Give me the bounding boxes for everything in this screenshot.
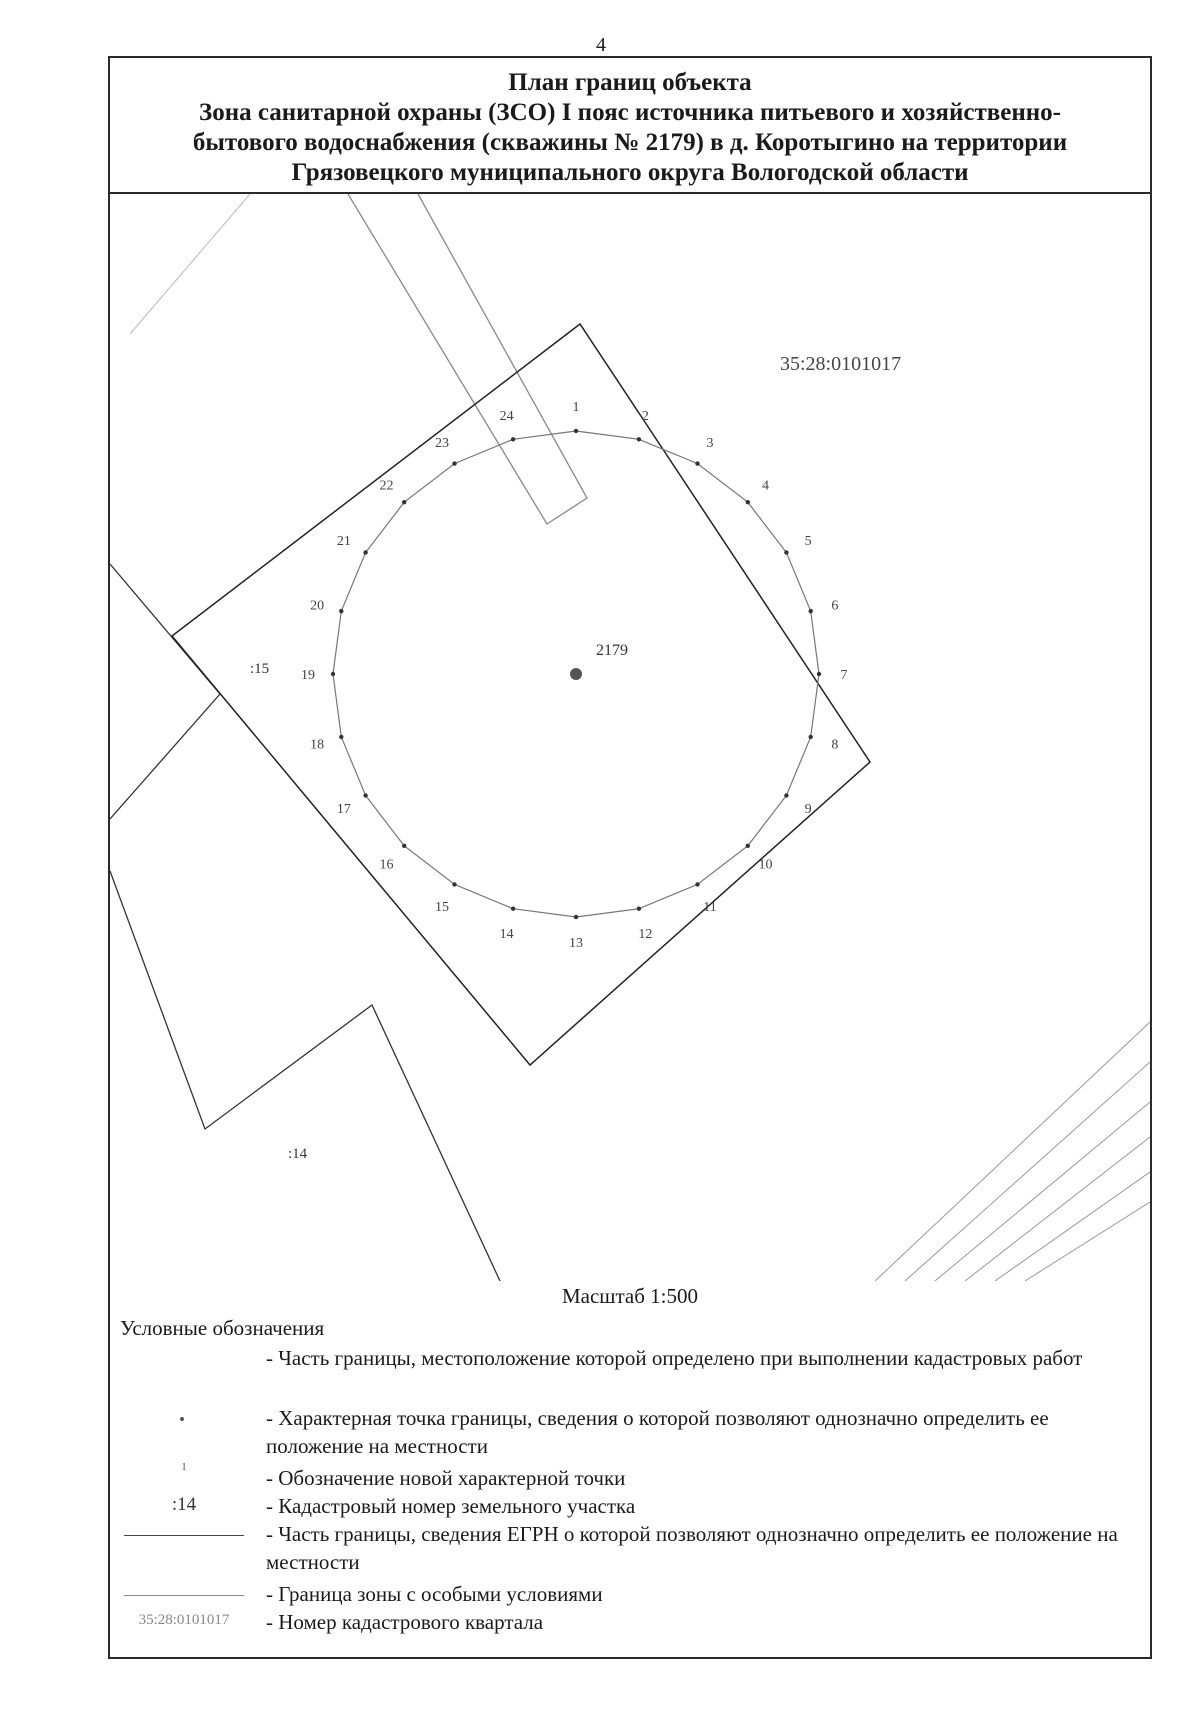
boundary-point-2 <box>637 437 641 441</box>
boundary-point-20 <box>339 609 343 613</box>
boundary-point-label-19: 19 <box>301 668 315 683</box>
boundary-point-12 <box>637 907 641 911</box>
boundary-point-label-16: 16 <box>379 857 394 873</box>
boundary-point-21 <box>363 550 367 554</box>
boundary-point-label-17: 17 <box>336 802 351 817</box>
boundary-point-19 <box>331 672 335 676</box>
boundary-point-16 <box>402 844 406 848</box>
boundary-point-label-14: 14 <box>499 926 514 942</box>
boundary-point-label-20: 20 <box>310 598 325 614</box>
page-number: 4 <box>596 34 606 56</box>
quarter-number-symbol: 35:28:0101017 <box>138 1612 230 1628</box>
parcel-number-symbol: :14 <box>171 1494 197 1515</box>
boundary-point-6 <box>809 609 813 613</box>
well-label: 2179 <box>596 642 628 659</box>
plan-title: План границ объекта <box>508 69 752 96</box>
boundary-point-label-3: 3 <box>706 435 714 451</box>
boundary-point-1 <box>574 429 578 433</box>
boundary-point-label-15: 15 <box>435 900 449 916</box>
parcel-label-15: :15 <box>250 661 270 677</box>
boundary-point-7 <box>817 672 821 676</box>
new-point-symbol: 1 <box>181 1461 187 1473</box>
legend-text: - Часть границы, сведения ЕГРН о которой позволяют однозначно определить ее положение на местности <box>266 1522 1118 1574</box>
zso-zone-boundary <box>172 324 870 1065</box>
legend-text: - Обозначение новой характерной точки <box>266 1466 626 1490</box>
parcel-boundary-faint <box>130 194 250 334</box>
special-zone-boundary-symbol <box>124 1595 244 1596</box>
boundary-point-10 <box>746 844 750 848</box>
hatching-bottom-right <box>875 1022 1150 1281</box>
boundary-point-label-12: 12 <box>638 926 653 942</box>
boundary-point-label-22: 22 <box>379 478 394 494</box>
boundary-point-label-23: 23 <box>435 435 449 451</box>
plan-subtitle-line-2: бытового водоснабжения (скважины № 2179) в д. Коротыгино на территории <box>192 129 1068 156</box>
legend-text: - Характерная точка границы, сведения о которой позволяют однозначно определить ее положение на местности <box>266 1406 1049 1458</box>
map-area <box>110 194 1150 1281</box>
scale-label: Масштаб 1:500 <box>561 1284 698 1308</box>
boundary-point-label-1: 1 <box>572 400 580 415</box>
boundary-point-17 <box>363 793 367 797</box>
plan-frame <box>108 56 1152 1659</box>
boundary-point-18 <box>339 735 343 739</box>
boundary-point-label-13: 13 <box>569 936 583 951</box>
boundary-point-4 <box>746 500 750 504</box>
parcel-boundary-15 <box>110 564 220 819</box>
boundary-point-label-2: 2 <box>641 409 649 425</box>
boundary-point-14 <box>511 907 515 911</box>
legend-title: Условные обозначения <box>120 1316 325 1340</box>
boundary-point-label-9: 9 <box>804 802 812 817</box>
boundary-point-label-8: 8 <box>831 737 839 753</box>
boundary-point-label-10: 10 <box>758 857 773 873</box>
boundary-point-23 <box>452 461 456 465</box>
map-drawing <box>110 194 1150 1281</box>
boundary-point-symbol <box>180 1417 184 1421</box>
legend-text: - Номер кадастрового квартала <box>266 1610 544 1634</box>
boundary-point-5 <box>784 550 788 554</box>
egrn-boundary-symbol <box>124 1535 244 1536</box>
boundary-point-label-24: 24 <box>499 409 514 425</box>
boundary-point-9 <box>784 793 788 797</box>
boundary-point-label-7: 7 <box>840 668 848 683</box>
boundary-point-3 <box>695 461 699 465</box>
legend-text: - Часть границы, местоположение которой определено при выполнении кадастровых работ <box>266 1346 1083 1370</box>
legend-text: - Кадастровый номер земельного участка <box>266 1494 636 1518</box>
boundary-point-label-21: 21 <box>336 534 351 549</box>
title-block <box>110 58 1150 194</box>
well-marker <box>570 668 582 680</box>
legend-text: - Граница зоны с особыми условиями <box>266 1582 603 1606</box>
boundary-point-11 <box>695 882 699 886</box>
cadastral-quarter-label: 35:28:0101017 <box>780 353 902 375</box>
boundary-point-label-6: 6 <box>831 598 839 614</box>
boundary-point-label-5: 5 <box>804 534 812 549</box>
boundary-point-8 <box>809 735 813 739</box>
boundary-point-24 <box>511 437 515 441</box>
plan-subtitle-line-1: Зона санитарной охраны (ЗСО) I пояс источника питьевого и хозяйственно- <box>199 99 1061 126</box>
boundary-point-13 <box>574 915 578 919</box>
boundary-point-15 <box>452 882 456 886</box>
parcel-boundary-14 <box>110 871 500 1281</box>
boundary-point-label-4: 4 <box>762 478 769 494</box>
boundary-point-22 <box>402 500 406 504</box>
plan-subtitle-line-3: Грязовецкого муниципального округа Вологодской области <box>291 159 969 186</box>
boundary-point-label-18: 18 <box>310 737 325 753</box>
boundary-point-label-11: 11 <box>703 900 717 916</box>
parcel-label-14: :14 <box>288 1146 308 1162</box>
